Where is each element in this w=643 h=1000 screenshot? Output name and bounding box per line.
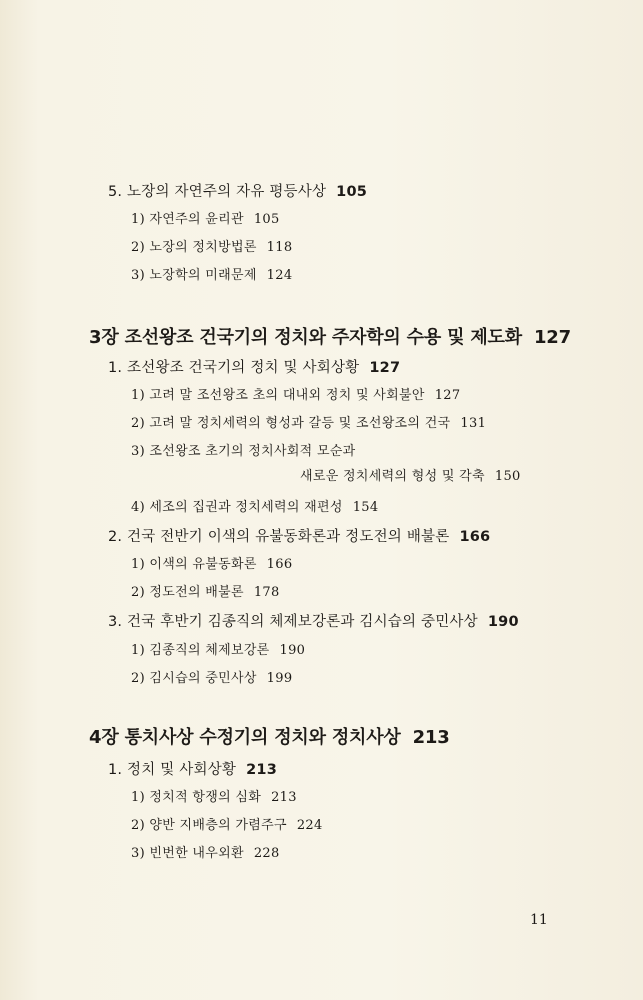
toc-label: 1) 김종직의 체제보강론	[131, 643, 270, 658]
toc-label: 3. 건국 후반기 김종직의 체제보강론과 김시습의 중민사상	[108, 614, 478, 630]
toc-subsection-4-1-2	[131, 814, 323, 833]
toc-subsection-3-1-1	[131, 384, 460, 403]
toc-section-3-2	[108, 525, 490, 546]
toc-subsection-3-1-4	[131, 496, 378, 515]
toc-label: 2) 김시습의 중민사상	[131, 671, 257, 686]
toc-subsection-3-2-1	[131, 553, 292, 572]
toc-page: 224	[296, 818, 323, 833]
toc-page: 124	[266, 268, 293, 283]
toc-page: 154	[352, 500, 379, 515]
toc-label: 4장 통치사상 수정기의 정치와 정치사상	[89, 727, 401, 748]
toc-subsection-4-1-1	[131, 786, 297, 805]
toc-label: 2) 양반 지배층의 가렴주구	[131, 818, 287, 833]
toc-label: 새로운 정치세력의 형성 및 각축	[300, 469, 485, 484]
toc-subsection-3-3-2	[131, 667, 292, 686]
toc-label: 3장 조선왕조 건국기의 정치와 주자학의 수용 및 제도화	[89, 327, 522, 348]
toc-section-3-1	[108, 356, 400, 377]
toc-page: 178	[253, 585, 280, 600]
toc-label: 3) 빈번한 내우외환	[131, 846, 244, 861]
toc-label: 3) 노장학의 미래문제	[131, 268, 257, 283]
toc-label: 2) 노장의 정치방법론	[131, 240, 257, 255]
toc-label: 3) 조선왕조 초기의 정치사회적 모순과	[131, 444, 356, 459]
toc-section-4-1	[108, 758, 277, 779]
toc-label: 2. 건국 전반기 이색의 유불동화론과 정도전의 배불론	[108, 529, 450, 545]
page-number: 11	[530, 912, 548, 928]
toc-label: 2) 고려 말 정치세력의 형성과 갈등 및 조선왕조의 건국	[131, 416, 451, 431]
toc-subsection-5-1	[131, 208, 280, 227]
toc-label: 1) 정치적 항쟁의 심화	[131, 790, 262, 805]
toc-subsection-4-1-3	[131, 842, 280, 861]
toc-section-5	[108, 180, 367, 201]
toc-subsection-3-1-3-continued	[300, 465, 521, 484]
toc-label: 1) 이색의 유불동화론	[131, 557, 257, 572]
toc-page: 213	[271, 790, 297, 805]
toc-page: 166	[266, 557, 293, 572]
toc-page: 105	[336, 184, 368, 200]
toc-page: 127	[434, 388, 461, 403]
toc-page: 190	[279, 643, 306, 658]
toc-page: 199	[266, 671, 293, 686]
toc-subsection-3-3-1	[131, 639, 305, 658]
toc-subsection-3-1-3	[131, 440, 356, 459]
toc-section-3-3	[108, 610, 519, 631]
toc-subsection-3-2-2	[131, 581, 280, 600]
toc-label: 2) 정도전의 배불론	[131, 585, 244, 600]
toc-page: 213	[246, 762, 277, 778]
toc-label: 1) 자연주의 윤리관	[131, 212, 244, 227]
toc-chapter-4	[89, 723, 450, 749]
toc-label: 4) 세조의 집권과 정치세력의 재편성	[131, 500, 343, 515]
toc-page: 105	[253, 212, 280, 227]
toc-page: 166	[459, 529, 491, 545]
toc-page: 213	[412, 727, 450, 748]
toc-subsection-5-2	[131, 236, 292, 255]
toc-label: 1) 고려 말 조선왕조 초의 대내외 정치 및 사회불안	[131, 388, 425, 403]
toc-chapter-3	[89, 323, 571, 349]
toc-page: 127	[369, 360, 401, 376]
toc-page: 118	[266, 240, 293, 255]
toc-subsection-3-1-2	[131, 412, 486, 431]
toc-page: 131	[460, 416, 487, 431]
toc-page: 228	[253, 846, 280, 861]
toc-page: 150	[494, 469, 521, 484]
toc-label: 1. 조선왕조 건국기의 정치 및 사회상황	[108, 360, 360, 376]
toc-label: 1. 정치 및 사회상황	[108, 762, 237, 778]
toc-page: 127	[533, 327, 571, 348]
toc-page: 190	[487, 614, 519, 630]
toc-subsection-5-3	[131, 264, 292, 283]
toc-label: 5. 노장의 자연주의 자유 평등사상	[108, 184, 327, 200]
